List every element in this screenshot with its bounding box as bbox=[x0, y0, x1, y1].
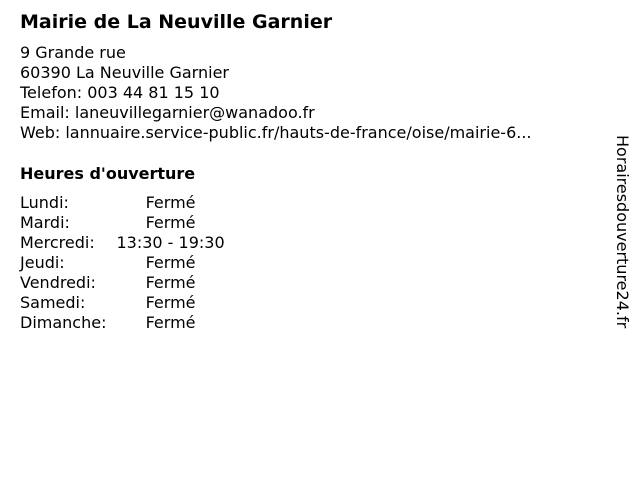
day-label: Lundi: bbox=[20, 193, 69, 212]
day-hours: Fermé bbox=[145, 273, 196, 292]
day-label: Mercredi: bbox=[20, 233, 95, 252]
phone-number: Telefon: 003 44 81 15 10 bbox=[20, 83, 220, 102]
day-label: Dimanche: bbox=[20, 313, 107, 332]
street-address: 9 Grande rue bbox=[20, 43, 126, 62]
website-address: Web: lannuaire.service-public.fr/hauts-de-france/oise/mairie-6... bbox=[20, 123, 532, 142]
contact-info bbox=[20, 43, 532, 143]
email-address: Email: laneuvillegarnier@wanadoo.fr bbox=[20, 103, 315, 122]
day-label: Mardi: bbox=[20, 213, 70, 232]
day-hours: Fermé bbox=[145, 293, 196, 312]
opening-hours-table bbox=[20, 193, 225, 333]
day-label: Jeudi: bbox=[20, 253, 65, 272]
hours-row-wednesday bbox=[20, 233, 225, 253]
day-hours: Fermé bbox=[145, 193, 196, 212]
day-hours: Fermé bbox=[145, 213, 196, 232]
site-watermark: Horairesdouverture24.fr bbox=[613, 135, 632, 329]
opening-hours-heading: Heures d'ouverture bbox=[20, 164, 196, 183]
hours-row-friday bbox=[20, 273, 225, 293]
day-hours: Fermé bbox=[145, 313, 196, 332]
hours-row-saturday bbox=[20, 293, 225, 313]
page-title: Mairie de La Neuville Garnier bbox=[20, 11, 333, 33]
day-label: Vendredi: bbox=[20, 273, 96, 292]
hours-row-monday bbox=[20, 193, 225, 213]
hours-row-tuesday bbox=[20, 213, 225, 233]
day-label: Samedi: bbox=[20, 293, 86, 312]
city-address: 60390 La Neuville Garnier bbox=[20, 63, 229, 82]
hours-row-sunday bbox=[20, 313, 225, 333]
hours-row-thursday bbox=[20, 253, 225, 273]
day-hours: 13:30 - 19:30 bbox=[116, 233, 225, 252]
day-hours: Fermé bbox=[145, 253, 196, 272]
